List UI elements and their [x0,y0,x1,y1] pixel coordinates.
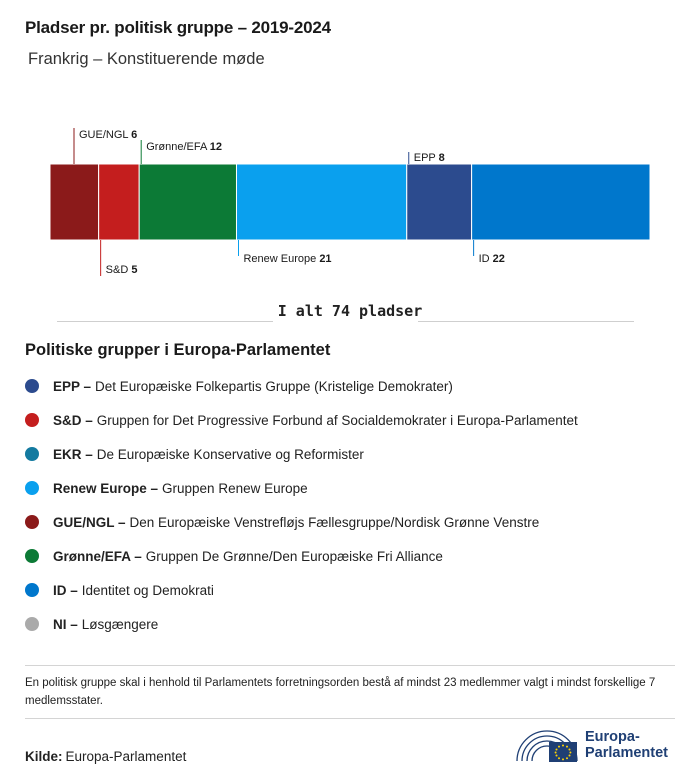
footnote-divider-bottom [25,718,675,719]
legend-color-dot [25,447,39,461]
legend-item [25,437,578,471]
logo-text-line1: Europa- [585,729,640,745]
total-divider-right [418,321,634,322]
bar-segment [50,164,99,240]
legend-color-dot [25,617,39,631]
footnote-divider-top [25,665,675,666]
legend-item [25,573,578,607]
legend-group-name: Gruppen Renew Europe [162,480,308,496]
stacked-bar-chart [0,110,700,285]
legend-color-dot [25,413,39,427]
legend-group-name: Gruppen De Grønne/Den Europæiske Fri Alliance [145,548,443,564]
legend-group-abbr: EPP – [53,378,92,394]
segment-label: ID 22 [478,253,505,265]
legend-group-abbr: Grønne/EFA – [53,548,142,564]
segment-label: Renew Europe 21 [243,253,332,265]
source-line [25,749,186,764]
legend-item [25,403,578,437]
legend-item [25,539,578,573]
legend-item [25,505,578,539]
legend-group-name: Gruppen for Det Progressive Forbund af Socialdemokrater i Europa-Parlamentet [96,412,578,428]
parliament-hemicycle-icon [515,727,579,763]
total-seats-label: I alt 74 pladser [277,302,423,320]
segment-label: Grønne/EFA 12 [146,141,223,153]
legend-item [25,471,578,505]
legend-heading: Politiske grupper i Europa-Parlamentet [25,341,331,359]
legend-group-name: Løsgængere [81,616,159,632]
legend-group-abbr: S&D – [53,412,93,428]
legend-group-name: Det Europæiske Folkepartis Gruppe (Kristelige Demokrater) [95,378,453,394]
legend-group-abbr: EKR – [53,446,93,462]
legend-item [25,369,578,403]
legend-color-dot [25,515,39,529]
source-value: Europa-Parlamentet [65,749,187,764]
chart-title: Pladser pr. politisk gruppe – 2019-2024 [25,18,331,37]
legend-group-name: Den Europæiske Venstrefløjs Fællesgruppe/Nordisk Grønne Venstre [129,514,540,530]
legend-group-name: De Europæiske Konservative og Reformister [96,446,364,462]
legend-color-dot [25,481,39,495]
legend-group-abbr: Renew Europe – [53,480,159,496]
european-parliament-logo [515,727,668,763]
segment-label: GUE/NGL 6 [79,129,138,141]
legend-group-abbr: ID – [53,582,78,598]
chart-subtitle: Frankrig – Konstituerende møde [28,50,265,68]
legend-group-abbr: GUE/NGL – [53,514,126,530]
source-label: Kilde: [25,749,63,764]
bar-segment [236,164,406,240]
total-divider-left [57,321,273,322]
footnote: En politisk gruppe skal i henhold til Parlamentets forretningsorden bestå af mindst 23 medlemmer valgt i mindst forskellige 7 medlemsstater. [25,677,656,707]
legend-group-name: Identitet og Demokrati [81,582,214,598]
legend-list [25,369,578,641]
logo-text-line2: Parlamentet [585,745,669,761]
segment-label: S&D 5 [105,264,138,276]
bar-segment [139,164,236,240]
legend-color-dot [25,379,39,393]
bar-segment [99,164,140,240]
legend-color-dot [25,549,39,563]
legend-group-abbr: NI – [53,616,78,632]
segment-label: EPP 8 [413,152,445,164]
legend-item [25,607,578,641]
bar-segment [407,164,472,240]
bar-segment [472,164,650,240]
legend-color-dot [25,583,39,597]
